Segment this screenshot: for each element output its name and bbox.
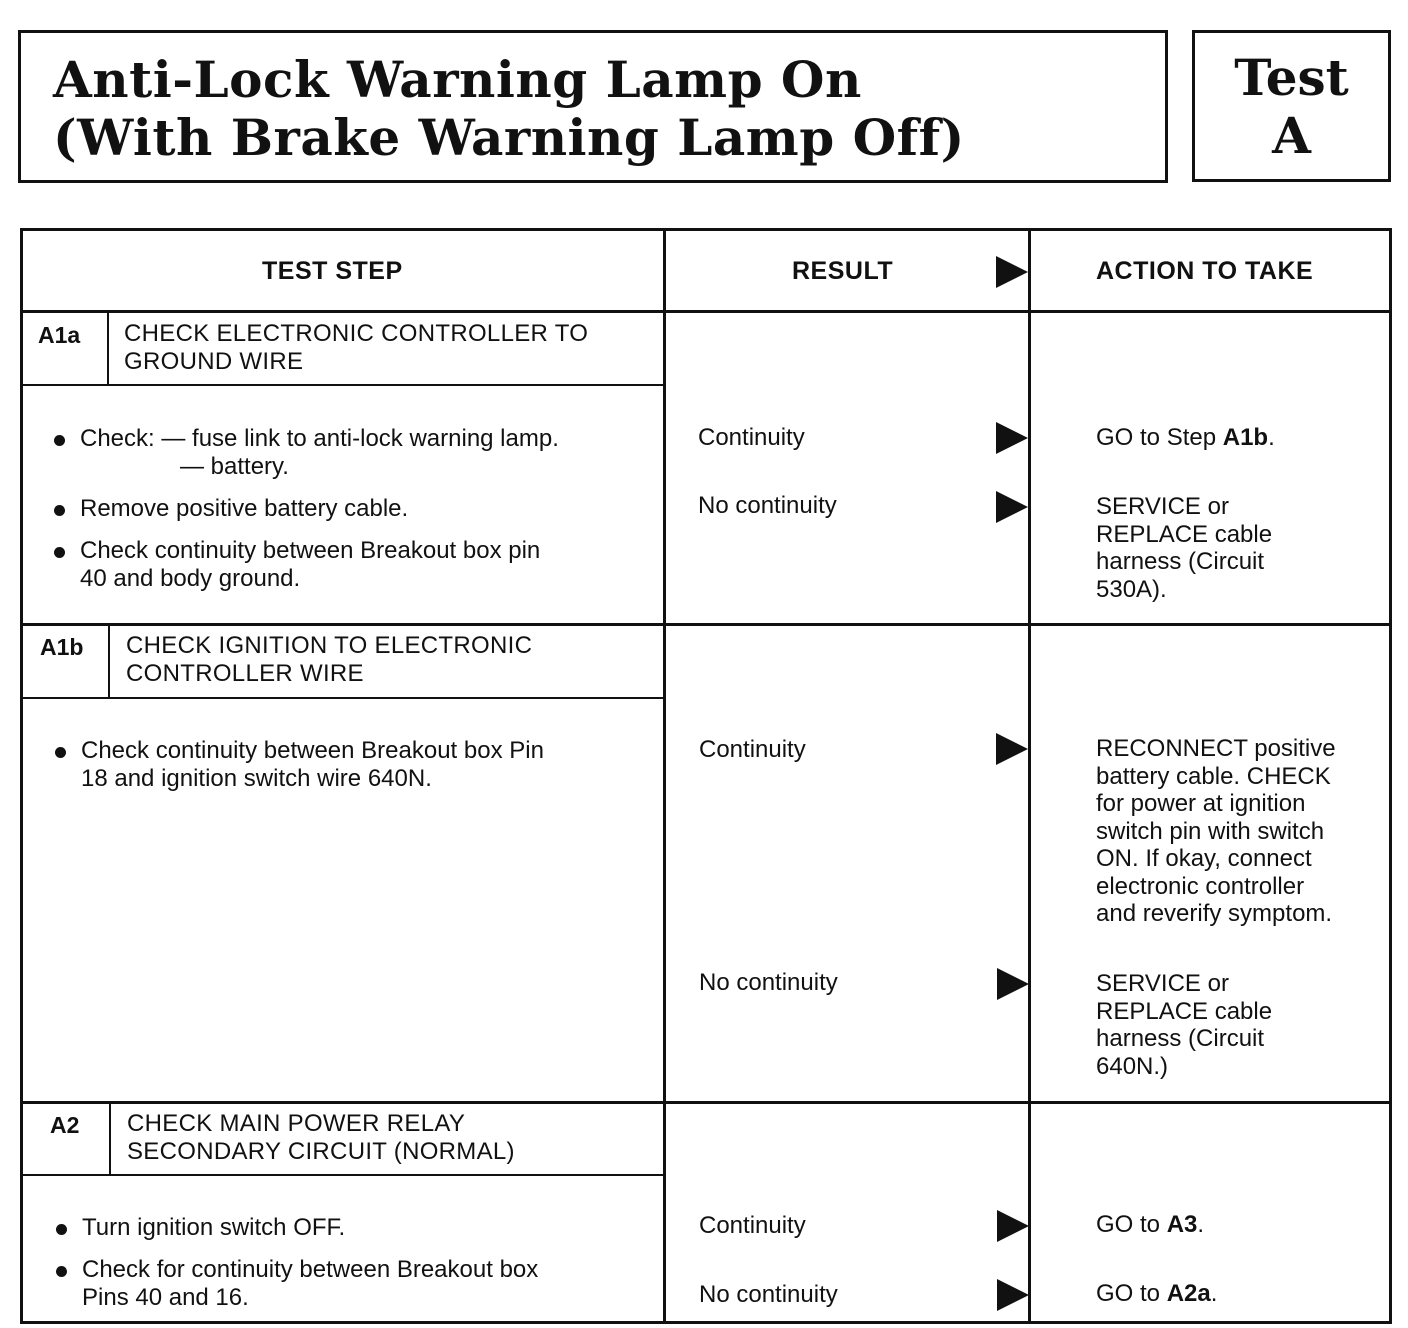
action-prefix: GO to Step: [1096, 424, 1223, 451]
step-title-line: CONTROLLER WIRE: [126, 660, 364, 687]
action-line: and reverify symptom.: [1096, 900, 1333, 927]
test-letter: A: [1272, 106, 1311, 165]
step-a1a-id-divider: [107, 313, 109, 385]
action-prefix: GO to: [1096, 1211, 1167, 1238]
action-prefix: GO to: [1096, 1280, 1167, 1307]
action-line: battery cable. CHECK: [1096, 762, 1331, 790]
action-suffix: .: [1268, 424, 1275, 451]
result-arrow-icon: [996, 491, 1028, 523]
test-label: [1195, 49, 1388, 165]
header-action: ACTION TO TAKE: [1096, 257, 1314, 285]
action-line: 530A).: [1096, 575, 1167, 603]
action-line: RECONNECT positive: [1096, 735, 1336, 762]
title-box: [18, 30, 1168, 183]
action-text: [1096, 970, 1272, 1080]
action-line: electronic controller: [1096, 872, 1305, 900]
step-title: [124, 320, 588, 376]
result-text: No continuity: [699, 969, 838, 996]
result-arrow-icon: [997, 1210, 1029, 1242]
step-a1b-title-divider: [20, 697, 665, 699]
action-line: switch pin with switch: [1096, 817, 1325, 845]
step-title-line: CHECK IGNITION TO ELECTRONIC: [126, 632, 533, 659]
header-result: RESULT: [792, 257, 894, 285]
action-line: harness (Circuit: [1096, 548, 1265, 575]
step-id: A1a: [38, 322, 81, 348]
instruction-line: Pins 40 and 16.: [82, 1284, 249, 1311]
result-arrow-icon: [996, 422, 1028, 454]
step-instructions: [51, 737, 661, 807]
step-instructions: [50, 425, 660, 607]
action-line: REPLACE cable: [1096, 520, 1273, 548]
result-arrow-icon: [997, 968, 1029, 1000]
title-line-1: Anti-Lock Warning Lamp On: [53, 50, 862, 109]
action-text: [1096, 493, 1272, 603]
step-title-line: SECONDARY CIRCUIT (NORMAL): [127, 1138, 515, 1165]
row-divider-2: [20, 1101, 1392, 1104]
instruction-item: [50, 537, 660, 593]
title-line-2: (With Brake Warning Lamp Off): [53, 108, 965, 167]
header-arrow-icon: [996, 256, 1028, 288]
result-arrow-icon: [997, 1279, 1029, 1311]
result-text: Continuity: [699, 736, 806, 763]
page-title: [53, 51, 965, 167]
action-line: harness (Circuit: [1096, 1025, 1265, 1052]
column-divider-2: [1028, 229, 1031, 1323]
action-text: [1096, 1280, 1217, 1308]
test-word: Test: [1234, 48, 1349, 107]
action-line: SERVICE or: [1096, 493, 1229, 520]
instruction-line: 18 and ignition switch wire 640N.: [81, 765, 432, 792]
header-divider: [20, 310, 1392, 313]
step-a1b-id-divider: [108, 626, 110, 698]
instruction-item: [51, 737, 661, 793]
result-text: Continuity: [699, 1212, 806, 1239]
result-text: Continuity: [698, 424, 805, 451]
step-title-line: CHECK MAIN POWER RELAY: [127, 1110, 466, 1137]
action-suffix: .: [1210, 1280, 1218, 1307]
action-step-ref: A1b: [1222, 424, 1269, 451]
instruction-line: Remove positive battery cable.: [80, 495, 409, 522]
instruction-item: [52, 1214, 662, 1242]
instruction-item: [52, 1256, 662, 1312]
result-arrow-icon: [996, 733, 1028, 765]
action-suffix: .: [1197, 1211, 1205, 1238]
action-line: for power at ignition: [1096, 790, 1306, 817]
instruction-line: Check continuity between Breakout box pin: [80, 537, 541, 564]
action-line: REPLACE cable: [1096, 997, 1273, 1025]
step-a1a-title-divider: [20, 384, 665, 386]
header-test-step: TEST STEP: [262, 257, 403, 285]
instruction-line: 40 and body ground.: [80, 565, 301, 592]
step-a2-title-divider: [20, 1174, 665, 1176]
result-text: No continuity: [699, 1281, 838, 1308]
action-step-ref: A2a: [1166, 1280, 1211, 1307]
instruction-line: Turn ignition switch OFF.: [82, 1214, 346, 1241]
action-line: SERVICE or: [1096, 970, 1229, 997]
instruction-line: Check: — fuse link to anti-lock warning lamp.: [80, 425, 559, 452]
step-id: A2: [50, 1112, 80, 1138]
step-title: [126, 632, 532, 688]
row-divider-1: [20, 623, 1392, 626]
step-title: [127, 1110, 515, 1166]
instruction-item: [50, 495, 660, 523]
instruction-line: Check continuity between Breakout box Pin: [81, 737, 544, 764]
action-step-ref: A3: [1166, 1211, 1198, 1238]
action-line: 640N.): [1096, 1052, 1169, 1080]
action-line: ON. If okay, connect: [1096, 845, 1312, 872]
step-instructions: [52, 1214, 662, 1326]
instruction-line: — battery.: [180, 453, 289, 480]
step-id: A1b: [40, 634, 84, 660]
step-a2-id-divider: [109, 1104, 111, 1175]
instruction-line: Check for continuity between Breakout box: [82, 1256, 539, 1283]
action-text: [1096, 735, 1336, 928]
result-text: No continuity: [698, 492, 837, 519]
step-title-line: CHECK ELECTRONIC CONTROLLER TO: [124, 320, 589, 347]
column-divider-1: [663, 229, 666, 1323]
test-label-box: [1192, 30, 1391, 182]
instruction-item: [50, 425, 660, 481]
step-title-line: GROUND WIRE: [124, 348, 304, 375]
action-text: [1096, 424, 1275, 452]
action-text: [1096, 1211, 1204, 1239]
